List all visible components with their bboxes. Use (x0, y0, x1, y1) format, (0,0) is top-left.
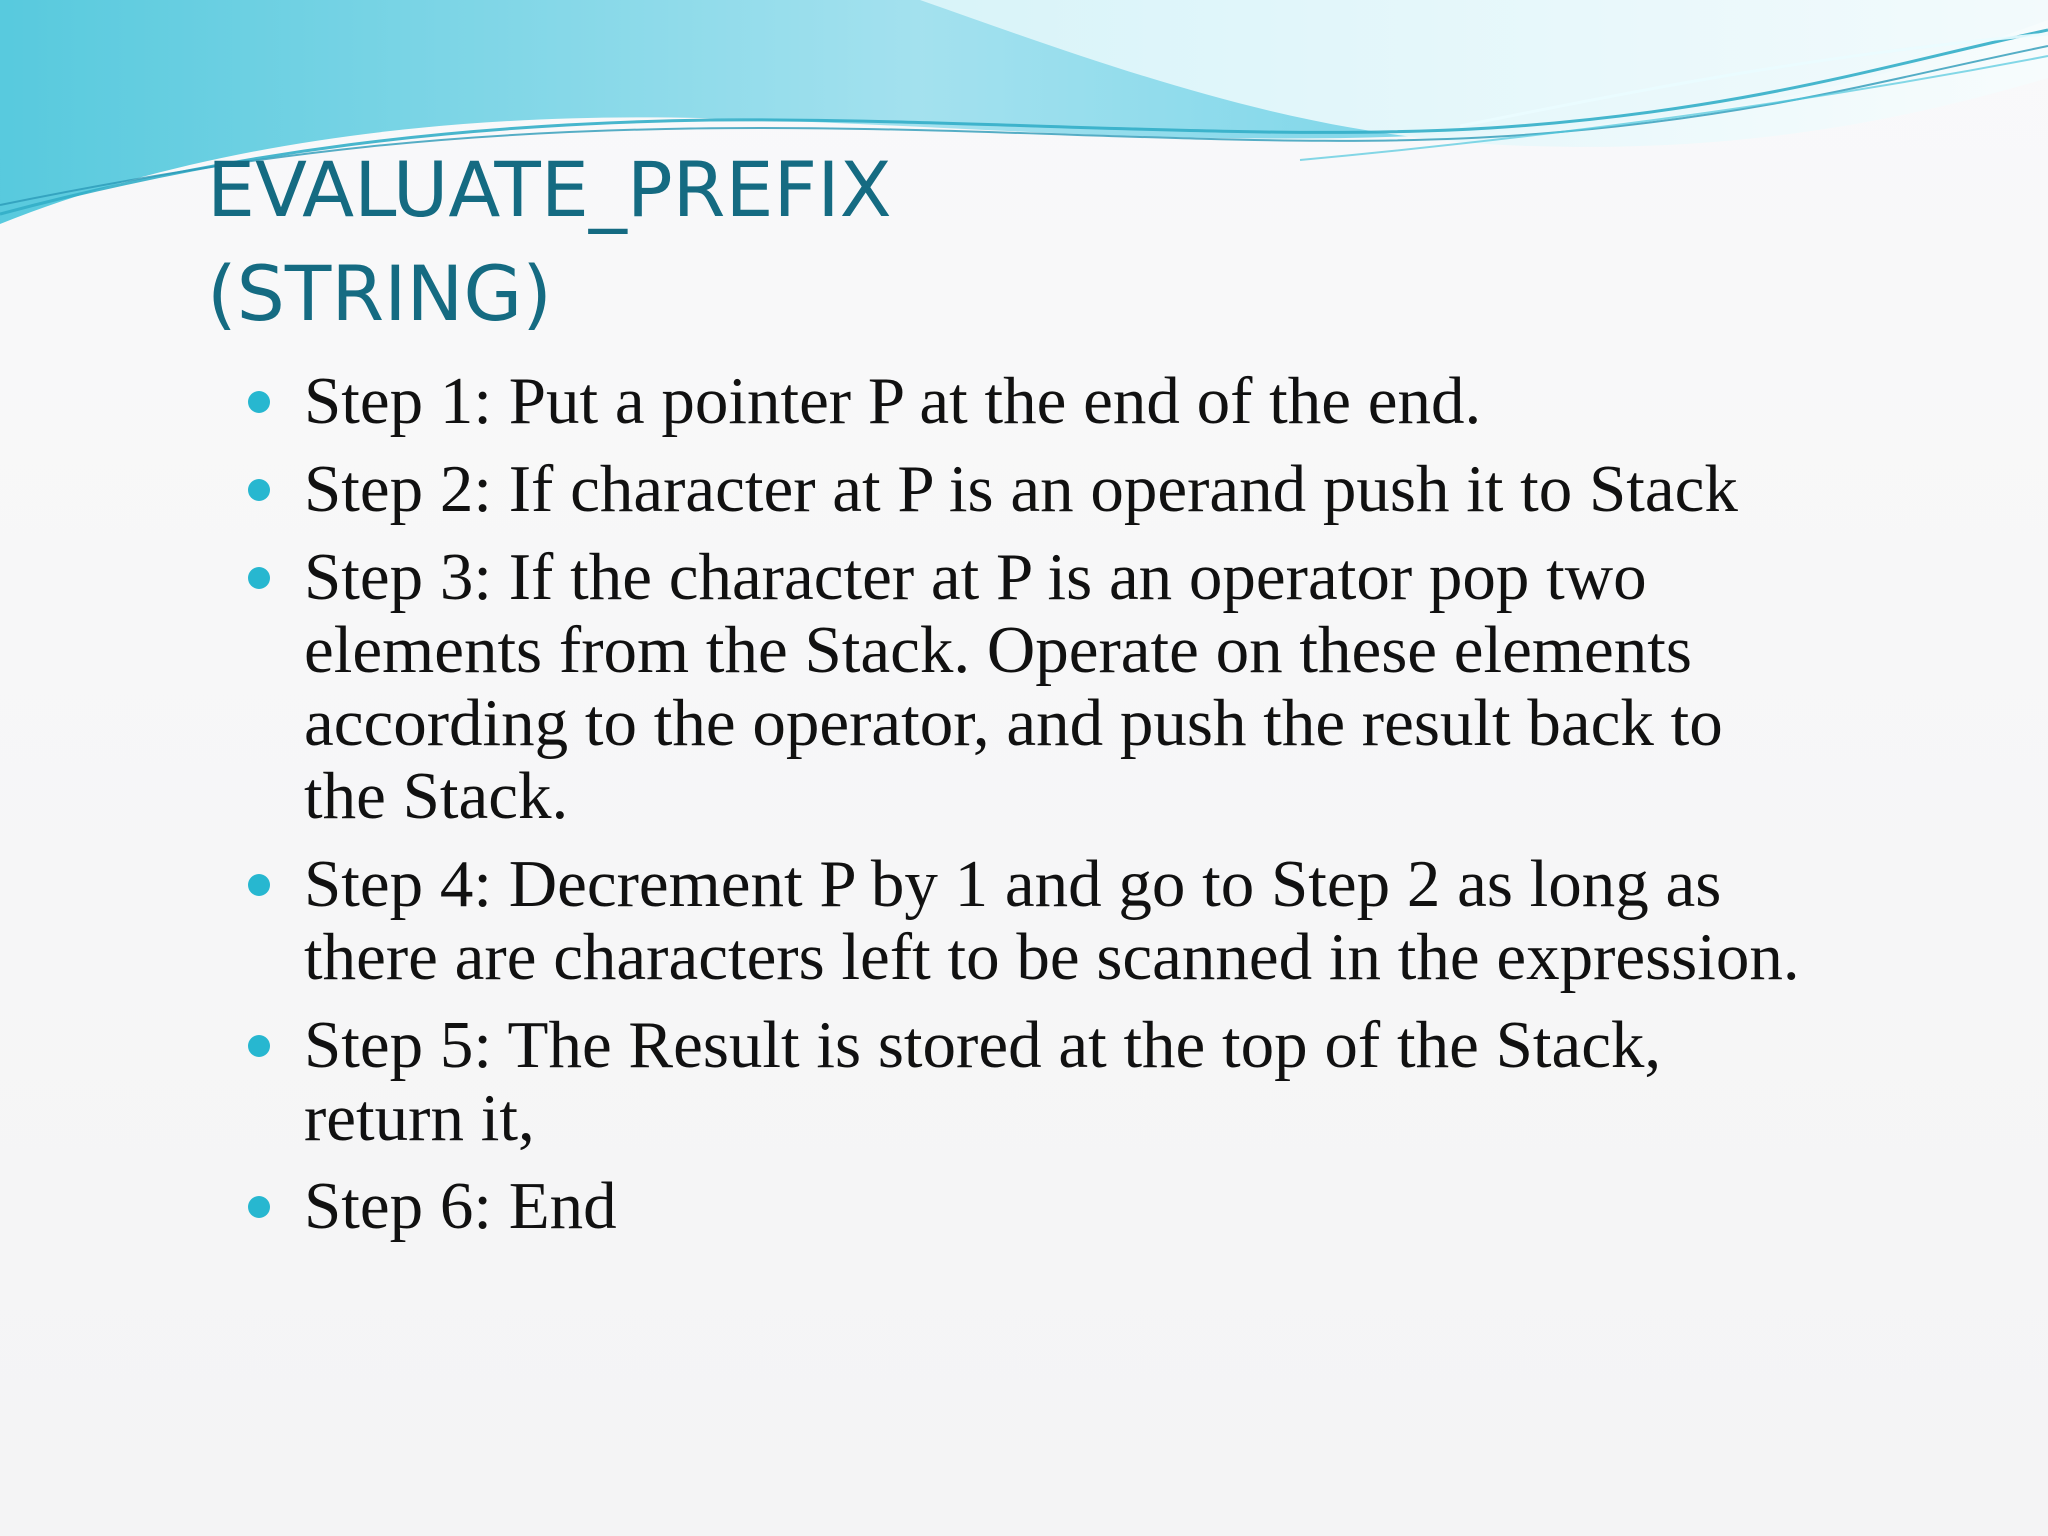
slide-title (207, 138, 1407, 346)
bullet-dot-icon (248, 1035, 270, 1057)
slide-title-line-2: (STRING) (207, 249, 552, 338)
bullet-dot-icon (248, 1196, 270, 1218)
step-3-text: Step 3: If the character at P is an operator pop two elements from the Stack. Operate on these elements according to the operator, and push the result back to the Stack. (304, 540, 1723, 833)
list-item (248, 453, 1808, 526)
step-2-text: Step 2: If character at P is an operand push it to Stack (304, 452, 1738, 526)
list-item (248, 1009, 1808, 1155)
list-item (248, 848, 1808, 994)
bullet-dot-icon (248, 391, 270, 413)
bullet-dot-icon (248, 567, 270, 589)
step-6-text: Step 6: End (304, 1169, 617, 1243)
list-item (248, 365, 1808, 438)
step-1-text: Step 1: Put a pointer P at the end of the end. (304, 364, 1482, 438)
list-item (248, 541, 1808, 833)
slide-title-line-1: EVALUATE_PREFIX (207, 145, 892, 234)
step-5-text: Step 5: The Result is stored at the top of the Stack, return it, (304, 1008, 1662, 1155)
bullet-dot-icon (248, 874, 270, 896)
steps-list (248, 365, 1808, 1258)
list-item (248, 1170, 1808, 1243)
bullet-dot-icon (248, 479, 270, 501)
step-4-text: Step 4: Decrement P by 1 and go to Step 2 as long as there are characters left to be scanned in the expression. (304, 847, 1800, 994)
